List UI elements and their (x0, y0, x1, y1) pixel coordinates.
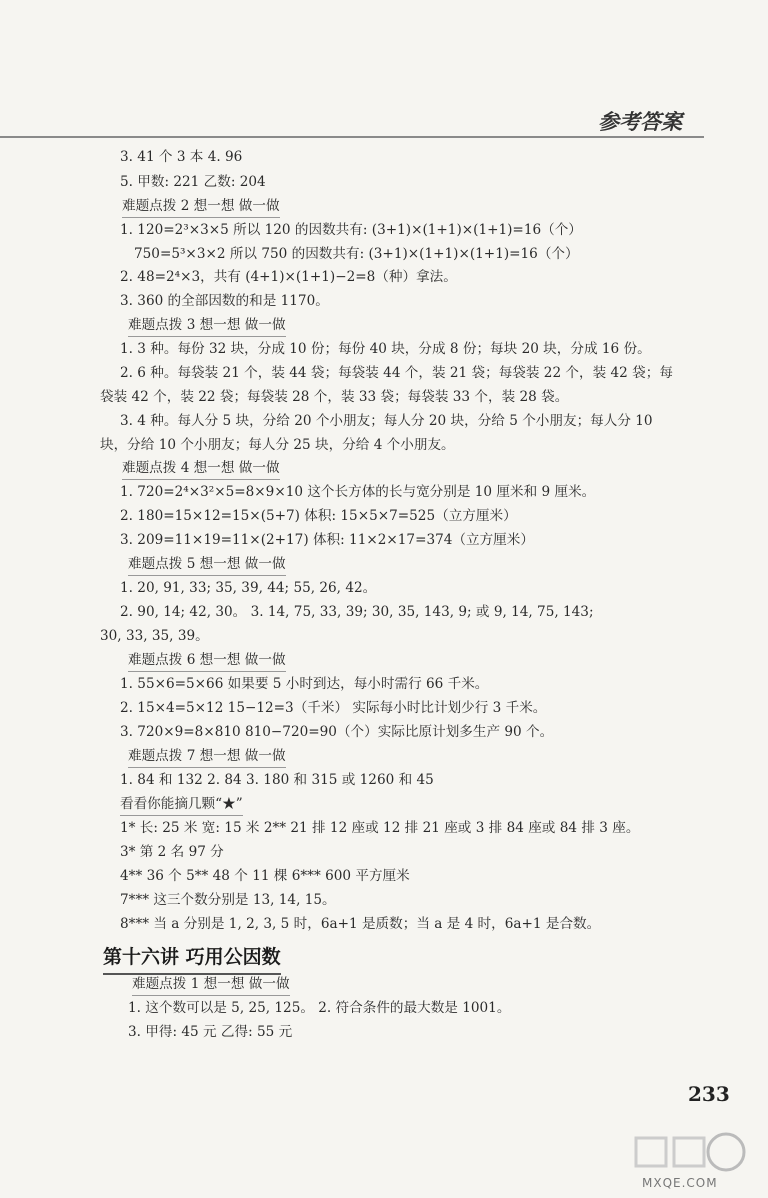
watermark-logo (630, 1130, 750, 1192)
page-header-title: 参考答案 (598, 110, 682, 134)
section-heading: 难题点拨 3 想一想 做一做 (128, 316, 286, 337)
answer-line: 3. 甲得: 45 元 乙得: 55 元 (128, 1024, 293, 1040)
answer-line: 块，分给 10 个小朋友；每人分 25 块，分给 4 个小朋友。 (100, 437, 455, 453)
section-heading: 难题点拨 6 想一想 做一做 (128, 651, 286, 672)
answer-line: 1. 这个数可以是 5, 25, 125。 2. 符合条件的最大数是 1001。 (128, 1000, 511, 1016)
answer-line: 1. 120=2³×3×5 所以 120 的因数共有: (3+1)×(1+1)×(1+1)=16（个） (120, 222, 582, 238)
section-title: 第十六讲 巧用公因数 (103, 942, 281, 975)
answer-line: 2. 15×4=5×12 15−12=3（千米） 实际每小时比计划少行 3 千米。 (120, 700, 547, 716)
header-rule (0, 136, 704, 138)
watermark-icon (630, 1130, 750, 1176)
answer-line: 750=5³×3×2 所以 750 的因数共有: (3+1)×(1+1)×(1+1)=16（个） (134, 246, 579, 262)
answer-line: 1. 55×6=5×66 如果要 5 小时到达，每小时需行 66 千米。 (120, 676, 489, 692)
answer-line: 1. 20, 91, 33; 35, 39, 44; 55, 26, 42。 (120, 580, 377, 596)
answer-line: 3. 360 的全部因数的和是 1170。 (120, 293, 329, 309)
answer-line: 30, 33, 35, 39。 (100, 628, 209, 644)
answer-line: 1. 720=2⁴×3²×5=8×9×10 这个长方体的长与宽分别是 10 厘米和 9 厘米。 (120, 484, 596, 500)
answer-line: 1. 84 和 132 2. 84 3. 180 和 315 或 1260 和 45 (120, 772, 434, 788)
answer-line: 8*** 当 a 分别是 1, 2, 3, 5 时，6a+1 是质数；当 a 是 4 时，6a+1 是合数。 (120, 916, 601, 932)
answer-line: 2. 90, 14; 42, 30。 3. 14, 75, 33, 39; 30, 35, 143, 9; 或 9, 14, 75, 143; (120, 604, 594, 620)
answer-line: 1* 长: 25 米 宽: 15 米 2** 21 排 12 座或 12 排 21 座或 3 排 84 座或 84 排 3 座。 (120, 820, 640, 836)
answer-line: 1. 3 种。每份 32 块，分成 10 份；每份 40 块，分成 8 份；每块 20 块，分成 16 份。 (120, 341, 651, 357)
answer-line: 2. 6 种。每袋装 21 个，装 44 袋；每袋装 44 个，装 21 袋；每袋装 22 个，装 42 袋；每 (120, 365, 673, 381)
page-number: 233 (688, 1082, 730, 1106)
answer-line: 5. 甲数: 221 乙数: 204 (120, 174, 266, 190)
answer-line: 3. 4 种。每人分 5 块，分给 20 个小朋友；每人分 20 块，分给 5 个小朋友；每人分 10 (120, 413, 653, 429)
watermark-text: MXQE.COM (642, 1176, 718, 1190)
section-heading: 难题点拨 1 想一想 做一做 (132, 975, 290, 996)
answer-line: 3. 720×9=8×810 810−720=90（个）实际比原计划多生产 90 个。 (120, 724, 554, 740)
section-heading: 难题点拨 5 想一想 做一做 (128, 555, 286, 576)
section-heading: 看看你能摘几颗“★” (120, 795, 243, 816)
answer-line: 袋装 42 个，装 22 袋；每袋装 28 个，装 33 袋；每袋装 33 个，装 28 袋。 (100, 389, 569, 405)
answer-line: 4** 36 个 5** 48 个 11 棵 6*** 600 平方厘米 (120, 868, 410, 884)
section-heading: 难题点拨 4 想一想 做一做 (122, 459, 280, 480)
answer-line: 2. 180=15×12=15×(5+7) 体积: 15×5×7=525（立方厘米） (120, 508, 517, 524)
section-heading: 难题点拨 7 想一想 做一做 (128, 747, 286, 768)
section-heading: 难题点拨 2 想一想 做一做 (122, 197, 280, 218)
answer-line: 2. 48=2⁴×3，共有 (4+1)×(1+1)−2=8（种）拿法。 (120, 269, 457, 285)
answer-line: 3* 第 2 名 97 分 (120, 844, 224, 860)
answer-line: 7*** 这三个数分别是 13, 14, 15。 (120, 892, 336, 908)
answer-line: 3. 41 个 3 本 4. 96 (120, 149, 243, 165)
answer-line: 3. 209=11×19=11×(2+17) 体积: 11×2×17=374（立方厘米） (120, 532, 534, 548)
